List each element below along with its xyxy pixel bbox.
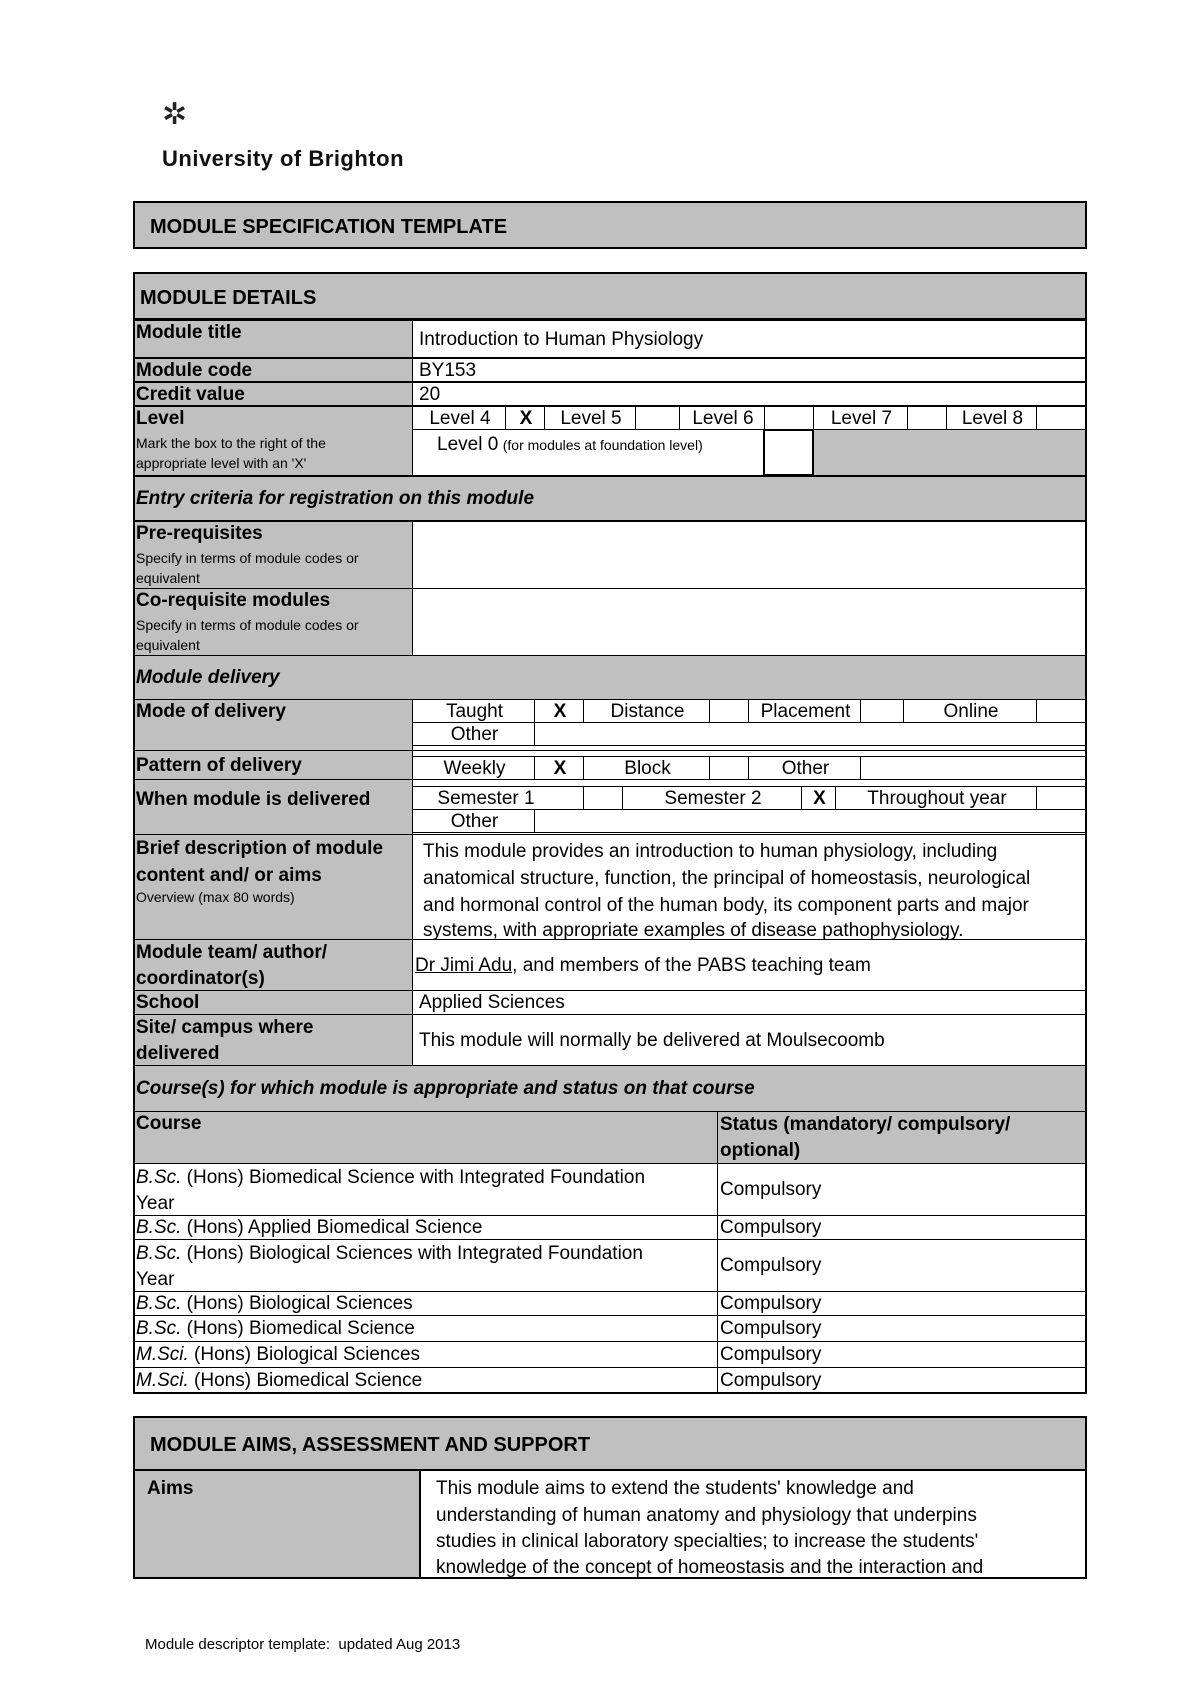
courses-title: Course(s) for which module is appropriate and status on that course <box>136 1078 755 1099</box>
course-name <box>136 1165 645 1191</box>
courses-col-status <box>717 1111 1087 1164</box>
mode-distance-option <box>583 699 710 723</box>
when-year-checkbox[interactable] <box>1036 786 1087 810</box>
pattern-other-option <box>748 756 861 780</box>
entry-criteria-title: Entry criteria for registration on this module <box>136 488 535 509</box>
credit-value: 20 <box>419 384 441 405</box>
coreq-label: Co-requisite modules <box>136 590 331 611</box>
course-status <box>717 1291 1087 1316</box>
module-delivery-header <box>133 655 1087 700</box>
pattern-weekly-label: Weekly <box>443 758 506 779</box>
course-rest: (Hons) Biological Sciences with Integrated Foundation <box>181 1243 643 1264</box>
when-sem1-checkbox[interactable] <box>583 786 623 810</box>
module-details-header <box>133 272 1087 320</box>
level-8-checkbox[interactable] <box>1036 406 1087 430</box>
level-8-label: Level 8 <box>961 408 1024 429</box>
module-title-label: Module title <box>136 322 242 343</box>
course-degree: B.Sc. <box>136 1318 182 1339</box>
course-row <box>133 1215 718 1240</box>
team-value <box>415 955 871 977</box>
level-5-checkbox[interactable] <box>635 406 680 430</box>
course-name <box>136 1217 482 1239</box>
aims-label-cell <box>133 1469 421 1579</box>
courses-col-course <box>133 1111 718 1164</box>
course-status-value: Compulsory <box>720 1217 822 1238</box>
pattern-other-input[interactable] <box>860 756 1087 780</box>
course-status-value: Compulsory <box>720 1255 822 1276</box>
course-status-value: Compulsory <box>720 1318 822 1339</box>
course-name <box>136 1318 415 1340</box>
university-logo <box>162 100 187 130</box>
coreq-hint: Specify in terms of module codes or equivalent <box>136 617 359 653</box>
aims-label: Aims <box>147 1478 194 1499</box>
prereq-label: Pre-requisites <box>136 523 263 544</box>
course-name <box>136 1293 413 1315</box>
mode-label-cell <box>133 699 413 751</box>
page-title: MODULE SPECIFICATION TEMPLATE <box>150 216 508 238</box>
page-footer: Module descriptor template: updated Aug 2013 <box>145 1636 461 1653</box>
when-other-option <box>412 809 535 833</box>
when-sem1-option <box>412 786 584 810</box>
level-7-label: Level 7 <box>830 408 893 429</box>
aims-line-1: This module aims to extend the students' knowledge and <box>436 1478 914 1499</box>
pattern-block-checkbox[interactable] <box>709 756 749 780</box>
site-value: This module will normally be delivered at Moulsecoomb <box>419 1030 885 1051</box>
pattern-block-option <box>583 756 710 780</box>
school-label-cell <box>133 990 413 1015</box>
module-code-label-cell <box>133 358 413 382</box>
coreq-input[interactable] <box>412 588 1087 656</box>
course-row <box>133 1367 718 1394</box>
prereq-input[interactable] <box>412 521 1087 589</box>
level-5-option <box>544 406 636 430</box>
course-rest: (Hons) Biological Sciences <box>181 1293 413 1314</box>
team-label: Module team/ author/ coordinator(s) <box>136 942 328 989</box>
course-status <box>717 1367 1087 1394</box>
module-code-label: Module code <box>136 360 253 381</box>
desc-value-cell <box>412 834 1087 940</box>
level-5-label: Level 5 <box>560 408 622 429</box>
when-sem2-option <box>622 786 802 810</box>
when-other-label: Other <box>450 811 499 832</box>
prereq-hint: Specify in terms of module codes or equivalent <box>136 550 359 586</box>
prereq-label-cell <box>133 521 413 589</box>
when-sem2-checkbox[interactable] <box>801 786 836 810</box>
mode-distance-checkbox[interactable] <box>709 699 749 723</box>
mode-distance-label: Distance <box>610 701 685 722</box>
aims-value-cell <box>419 1469 1087 1579</box>
module-title-value: Introduction to Human Physiology <box>419 329 704 350</box>
course-row <box>133 1291 718 1316</box>
level-4-option <box>412 406 506 430</box>
school-value-cell <box>412 990 1087 1015</box>
course-status <box>717 1315 1087 1342</box>
module-code-value-cell <box>412 358 1087 382</box>
course-degree: M.Sci. <box>136 1344 189 1365</box>
module-title-label-cell <box>133 320 413 358</box>
course-status <box>717 1239 1087 1292</box>
level-8-option <box>946 406 1037 430</box>
level-4-label: Level 4 <box>429 408 491 429</box>
pattern-weekly-mark: X <box>553 758 567 779</box>
level-0-option <box>412 429 764 476</box>
aims-line-3: studies in clinical laboratory specialties; to increase the students' <box>436 1531 979 1552</box>
course-degree: M.Sci. <box>136 1370 189 1391</box>
course-name-line2: Year <box>136 1269 175 1290</box>
mode-online-option <box>903 699 1037 723</box>
course-rest: (Hons) Applied Biomedical Science <box>181 1217 483 1238</box>
mode-taught-checkbox[interactable] <box>534 699 584 723</box>
course-name <box>136 1344 420 1366</box>
courses-col-course-label: Course <box>136 1113 202 1134</box>
site-value-cell <box>412 1014 1087 1066</box>
desc-label-cell <box>133 834 413 940</box>
aims-section-header <box>133 1416 1087 1471</box>
level-label: Level <box>136 408 185 429</box>
mode-placement-option <box>748 699 861 723</box>
aims-line-4: knowledge of the concept of homeostasis and the interaction and <box>436 1557 984 1578</box>
site-label-cell <box>133 1014 413 1066</box>
level-4-mark: X <box>519 408 533 429</box>
when-label: When module is delivered <box>136 789 371 810</box>
team-value-cell <box>412 939 1087 991</box>
course-name <box>136 1370 422 1392</box>
pattern-weekly-checkbox[interactable] <box>534 756 584 780</box>
mode-online-label: Online <box>943 701 999 722</box>
page-title-box <box>133 201 1087 249</box>
when-other-input[interactable] <box>534 809 1087 833</box>
pattern-block-label: Block <box>624 758 671 779</box>
mode-other-option <box>412 722 535 746</box>
pattern-weekly-option <box>412 756 535 780</box>
courses-header <box>133 1065 1087 1112</box>
school-label: School <box>136 992 200 1013</box>
team-lead-link[interactable]: Dr Jimi Adu <box>415 955 513 976</box>
course-degree: B.Sc. <box>136 1293 182 1314</box>
mode-label: Mode of delivery <box>136 701 286 722</box>
level-7-checkbox[interactable] <box>907 406 947 430</box>
pattern-label: Pattern of delivery <box>136 755 302 776</box>
mode-taught-label: Taught <box>445 701 504 722</box>
course-row <box>133 1239 718 1292</box>
when-year-label: Throughout year <box>867 788 1007 809</box>
aims-line-2: understanding of human anatomy and physiology that underpins <box>436 1505 977 1526</box>
coreq-label-cell <box>133 588 413 656</box>
level-6-checkbox[interactable] <box>764 406 814 430</box>
desc-line-3: and hormonal control of the human body, its component parts and major <box>423 895 1029 916</box>
level-0-label <box>437 434 703 456</box>
school-value: Applied Sciences <box>419 992 565 1013</box>
mode-placement-label: Placement <box>760 701 851 722</box>
course-status-value: Compulsory <box>720 1179 822 1200</box>
when-sem2-label: Semester 2 <box>664 788 762 809</box>
when-sem1-label: Semester 1 <box>437 788 535 809</box>
course-rest: (Hons) Biomedical Science with Integrated Foundation <box>181 1167 646 1188</box>
level-7-option <box>813 406 908 430</box>
when-label-cell <box>133 779 413 835</box>
course-status-value: Compulsory <box>720 1293 822 1314</box>
logo-star-icon: ✲ <box>162 98 188 131</box>
desc-label: Brief description of module content and/ or aims <box>136 838 384 886</box>
site-label: Site/ campus where delivered <box>136 1017 314 1064</box>
level-0-checkbox[interactable] <box>763 429 814 476</box>
credit-value-cell <box>412 382 1087 406</box>
credit-label-cell <box>133 382 413 406</box>
desc-line-4: systems, with appropriate examples of disease pathophysiology. <box>423 920 964 940</box>
module-title-value-cell <box>412 320 1087 358</box>
level-0-note: (for modules at foundation level) <box>502 437 703 453</box>
mode-taught-option <box>412 699 535 723</box>
aims-section-title: MODULE AIMS, ASSESSMENT AND SUPPORT <box>150 1434 591 1456</box>
course-status <box>717 1341 1087 1368</box>
level-label-cell <box>133 406 413 476</box>
course-rest: (Hons) Biomedical Science <box>188 1370 423 1391</box>
course-rest: (Hons) Biomedical Science <box>181 1318 415 1339</box>
module-details-title: MODULE DETAILS <box>140 287 317 309</box>
desc-line-1: This module provides an introduction to human physiology, including <box>423 841 998 862</box>
course-name <box>136 1241 643 1267</box>
module-code-value: BY153 <box>419 360 477 381</box>
pattern-other-label: Other <box>781 758 830 779</box>
team-rest: , and members of the PABS teaching team <box>512 955 871 976</box>
course-row <box>133 1341 718 1368</box>
when-sem2-mark: X <box>813 788 826 809</box>
course-status <box>717 1163 1087 1216</box>
mode-online-checkbox[interactable] <box>1036 699 1087 723</box>
courses-col-status-label: Status (mandatory/ compulsory/ optional) <box>720 1114 1011 1161</box>
course-rest: (Hons) Biological Sciences <box>188 1344 421 1365</box>
course-degree: B.Sc. <box>136 1243 182 1264</box>
level-hint: Mark the box to the right of the appropriate level with an 'X' <box>136 435 326 471</box>
when-year-option <box>835 786 1037 810</box>
level-4-checkbox[interactable] <box>505 406 545 430</box>
course-row <box>133 1163 718 1216</box>
course-status-value: Compulsory <box>720 1370 822 1391</box>
course-status <box>717 1215 1087 1240</box>
course-degree: B.Sc. <box>136 1217 182 1238</box>
module-delivery-title: Module delivery <box>136 667 280 688</box>
course-degree: B.Sc. <box>136 1167 182 1188</box>
university-name: University of Brighton <box>162 146 405 171</box>
mode-taught-mark: X <box>553 701 567 722</box>
team-label-cell <box>133 939 413 991</box>
mode-other-label: Other <box>450 724 499 745</box>
desc-line-2: anatomical structure, function, the principal of homeostasis, neurological <box>423 868 1031 889</box>
mode-placement-checkbox[interactable] <box>860 699 904 723</box>
course-name-line2: Year <box>136 1193 175 1214</box>
pattern-label-cell <box>133 750 413 780</box>
credit-label: Credit value <box>136 384 245 405</box>
course-row <box>133 1315 718 1342</box>
course-status-value: Compulsory <box>720 1344 822 1365</box>
entry-criteria-header <box>133 476 1087 521</box>
level-0-main: Level 0 <box>437 434 499 455</box>
mode-other-input[interactable] <box>534 722 1087 746</box>
desc-hint: Overview (max 80 words) <box>136 889 295 905</box>
level-6-option <box>679 406 765 430</box>
level-6-label: Level 6 <box>692 408 754 429</box>
